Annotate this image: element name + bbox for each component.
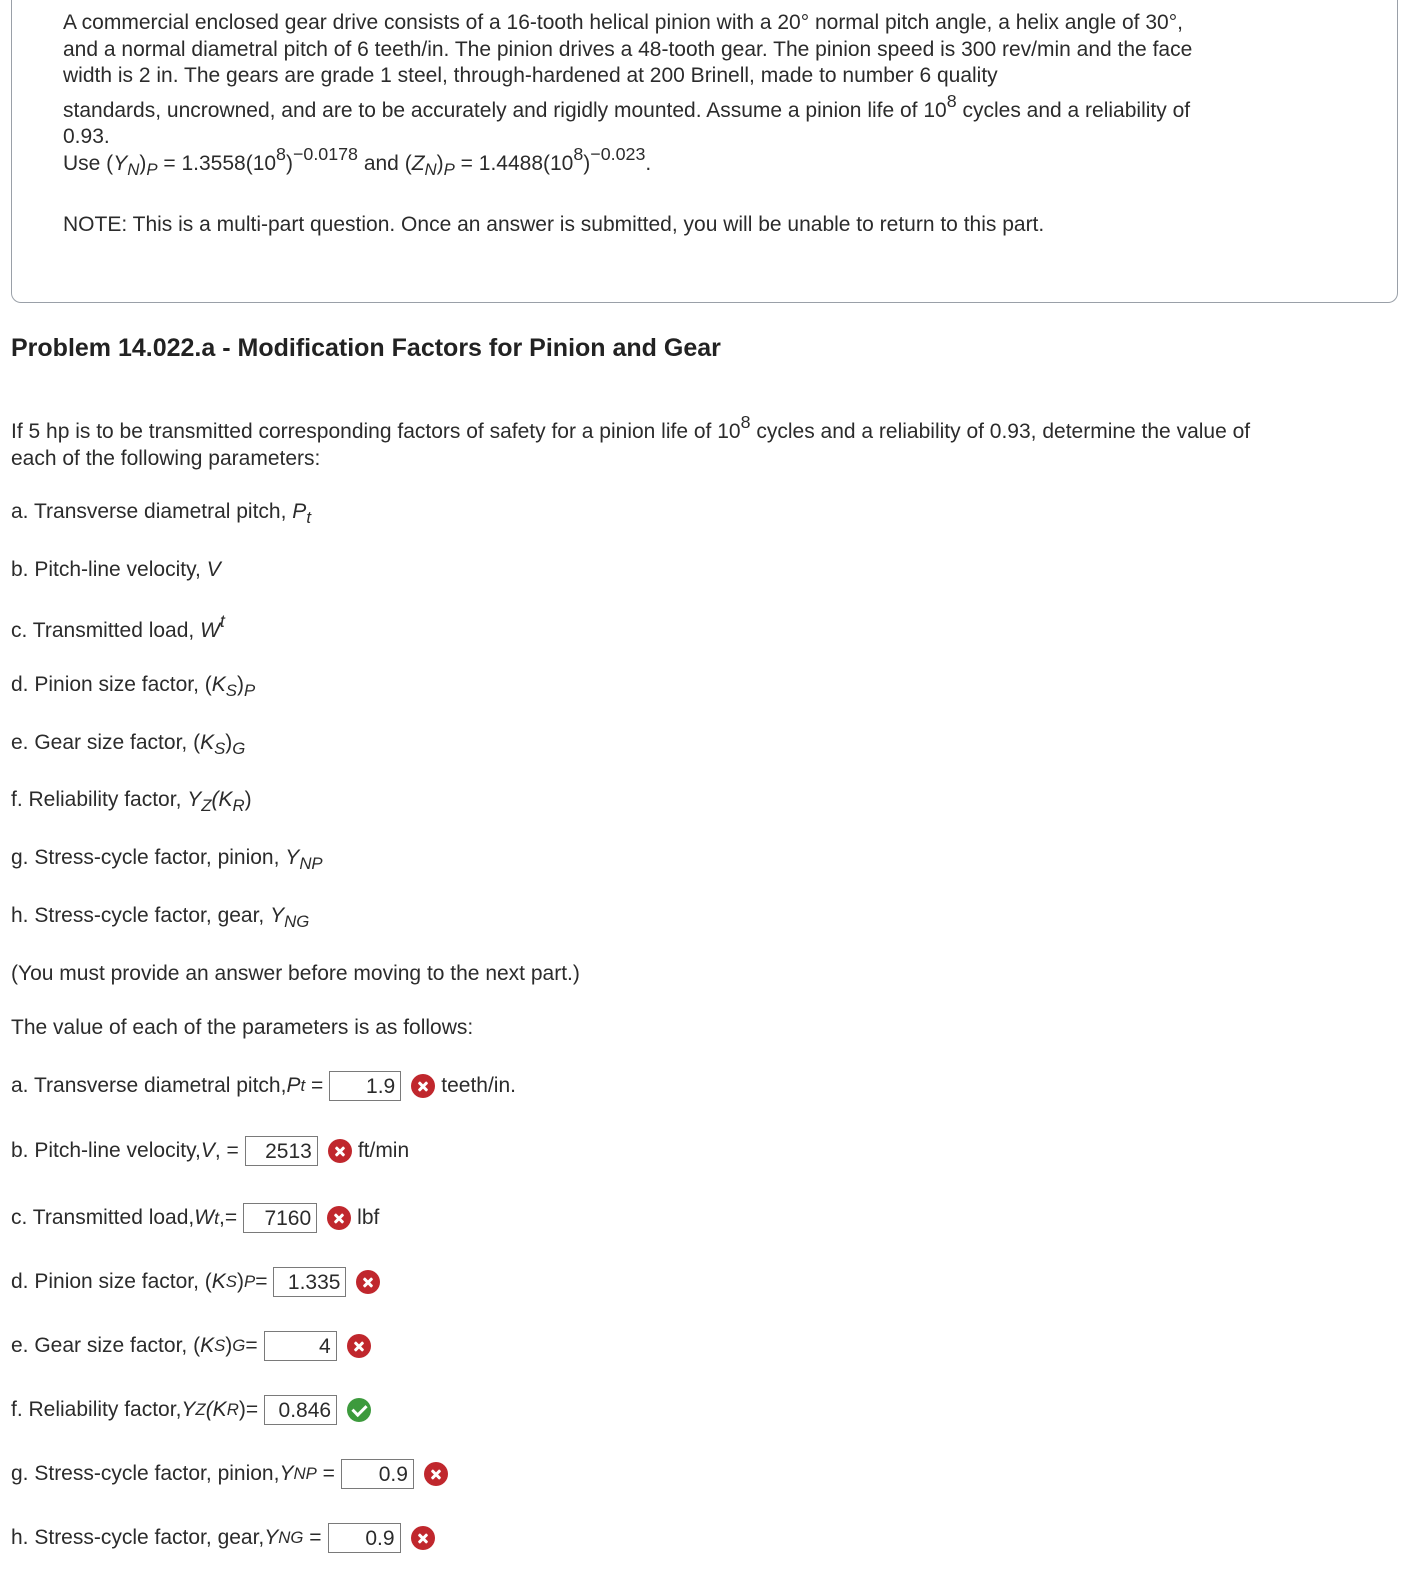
must-provide-note: (You must provide an answer before moving to the next part.) xyxy=(11,962,580,985)
param-e: e. Gear size factor, $(K_S)_G$ xyxy=(11,731,246,759)
answer-input-d[interactable]: 1.335 xyxy=(273,1267,346,1297)
answer-row-e: e. Gear size factor, ( K S ) G = 4 xyxy=(11,1331,371,1361)
answer-input-h[interactable]: 0.9 xyxy=(328,1523,401,1553)
param-h: h. Stress-cycle factor, gear, $Y_{NG}$ xyxy=(11,904,310,932)
incorrect-icon xyxy=(328,1139,352,1163)
intro-line-1: A commercial enclosed gear drive consists of a 16-tooth helical pinion with a 20° normal pitch angle, a helix angle of 30°, xyxy=(63,11,1183,34)
param-g: g. Stress-cycle factor, pinion, $Y_{NP}$ xyxy=(11,846,323,874)
answer-input-f[interactable]: 0.846 xyxy=(264,1395,337,1425)
unit-a: teeth/in. xyxy=(441,1074,516,1097)
param-c: c. Transmitted load, $W^t$ xyxy=(11,611,225,642)
answer-input-c[interactable]: 7160 xyxy=(243,1203,317,1233)
incorrect-icon xyxy=(424,1462,448,1486)
param-f: f. Reliability factor, $Y_Z(K_R)$ xyxy=(11,788,252,816)
incorrect-icon xyxy=(411,1074,435,1098)
problem-intro-text xyxy=(63,10,1353,151)
incorrect-icon xyxy=(411,1526,435,1550)
unit-c: lbf xyxy=(357,1206,380,1229)
param-d: d. Pinion size factor, $(K_S)_P$ xyxy=(11,673,256,701)
answer-row-b: b. Pitch-line velocity, V , = 2513 ft/min xyxy=(11,1136,409,1166)
given-equations: Use $(Y_N)_P = 1.3558(10^8)^{-0.0178}$ and $(Z_N)_P = 1.4488(10^8)^{-0.023}$. xyxy=(63,144,652,180)
correct-check-icon xyxy=(347,1398,371,1422)
problem-statement: If 5 hp is to be transmitted corresponding factors of safety for a pinion life of $10^8$ cycles and a reliability of 0.93, determine the value of each of the following parameters: xyxy=(11,412,1251,470)
answer-row-f: f. Reliability factor, Y Z (K R ) = 0.846 xyxy=(11,1395,371,1425)
answer-row-c: c. Transmitted load, W t ,= 7160 lbf xyxy=(11,1203,379,1233)
intro-line-5: 0.93. xyxy=(63,125,110,148)
intro-line-4: standards, uncrowned, and are to be accurately and rigidly mounted. Assume a pinion life of $10^8$ cycles and a reliability of xyxy=(63,90,1191,122)
unit-b: ft/min xyxy=(357,1139,410,1162)
param-a: a. Transverse diametral pitch, $P_t$ xyxy=(11,500,311,528)
incorrect-icon xyxy=(347,1334,371,1358)
param-b: b. Pitch-line velocity, V xyxy=(11,558,221,581)
answer-row-g: g. Stress-cycle factor, pinion, Y NP = 0.9 xyxy=(11,1459,448,1489)
intro-line-3: width is 2 in. The gears are grade 1 steel, through-hardened at 200 Brinell, made to number 6 quality xyxy=(63,64,998,87)
answer-input-a[interactable]: 1.9 xyxy=(329,1071,401,1101)
answer-input-b[interactable]: 2513 xyxy=(245,1136,318,1166)
answer-row-d: d. Pinion size factor, ( K S ) P = 1.335 xyxy=(11,1267,380,1297)
problem-title: Problem 14.022.a - Modification Factors for Pinion and Gear xyxy=(11,334,721,362)
answer-input-e[interactable]: 4 xyxy=(264,1331,337,1361)
intro-line-2: and a normal diametral pitch of 6 teeth/in. The pinion drives a 48-tooth gear. The pinion speed is 300 rev/min and the face xyxy=(63,37,1193,61)
answer-row-a: a. Transverse diametral pitch, P t = 1.9 teeth/in. xyxy=(11,1071,516,1101)
answer-row-h: h. Stress-cycle factor, gear, Y NG = 0.9 xyxy=(11,1523,435,1553)
answer-input-g[interactable]: 0.9 xyxy=(341,1459,414,1489)
incorrect-icon xyxy=(327,1206,351,1230)
incorrect-icon xyxy=(356,1270,380,1294)
multi-part-note: NOTE: This is a multi-part question. Once an answer is submitted, you will be unable to return to this part. xyxy=(63,213,1045,236)
value-intro: The value of each of the parameters is as follows: xyxy=(11,1016,474,1039)
